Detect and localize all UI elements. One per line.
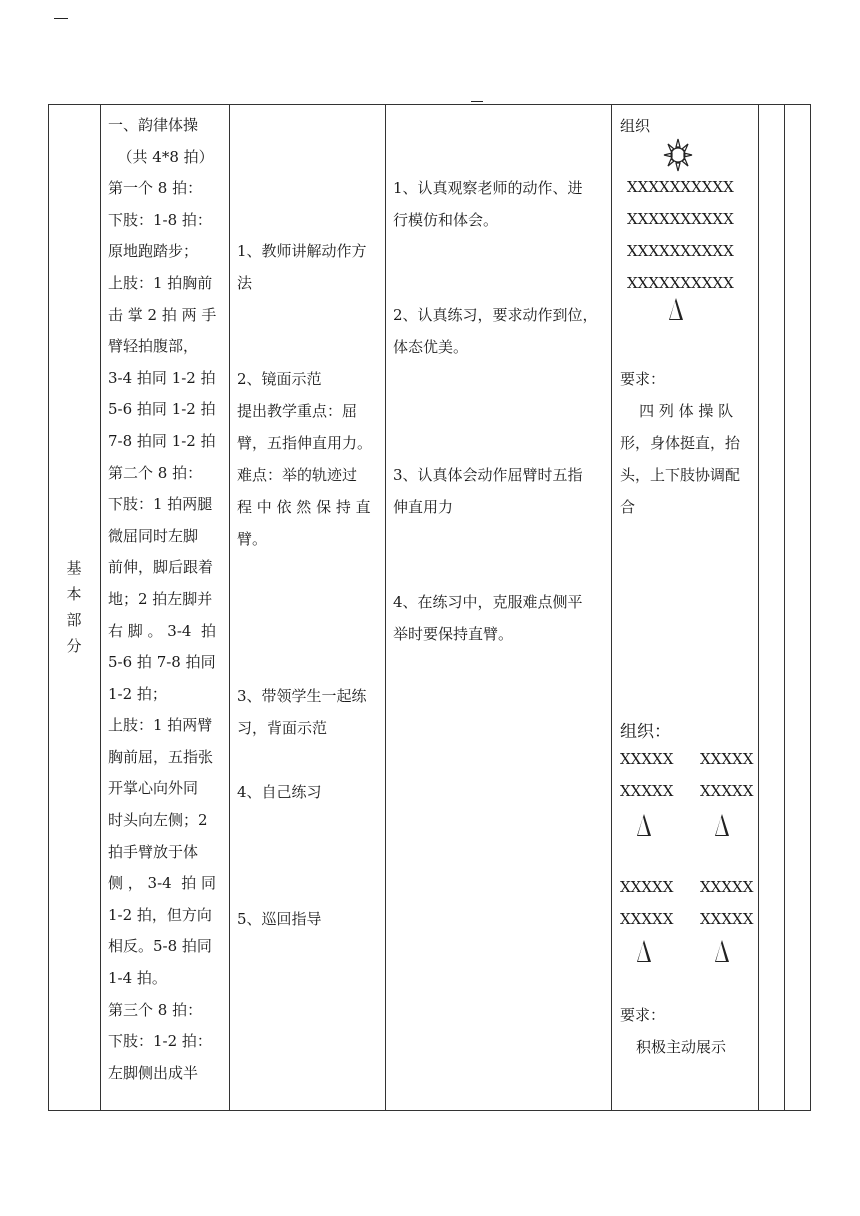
content-line: 微屈同时左脚: [108, 526, 199, 545]
column-divider: [611, 105, 612, 1110]
content-line: （共 4*8 拍）: [108, 147, 214, 166]
content-line: 上肢：1 拍两臂: [108, 716, 213, 735]
content-line: 臂轻拍腹部，: [108, 337, 199, 356]
content-line: 前伸，脚后跟着: [108, 558, 214, 577]
content-line: 下肢：1-8 拍：: [108, 210, 212, 229]
student-step-1: 1、认真观察老师的动作、进: [393, 179, 583, 197]
content-line: 3-4 拍同 1-2 拍: [108, 368, 216, 387]
student-step-2-cont: 体态优美。: [393, 338, 469, 356]
section-char: 分: [66, 637, 82, 655]
teacher-step-1: 1、教师讲解动作方: [237, 242, 367, 260]
triangle-icon: [669, 298, 683, 324]
org-label-2: 组织：: [620, 722, 671, 742]
triangle-icon: [637, 814, 651, 840]
teacher-key-point: 提出教学重点：屈: [237, 402, 358, 420]
content-line: 1-2 拍；: [108, 684, 167, 703]
page-corner-mark: [54, 18, 68, 19]
column-divider: [100, 105, 101, 1110]
content-line: 7-8 拍同 1-2 拍: [108, 431, 216, 450]
lesson-plan-table: [48, 104, 811, 1111]
column-divider: [385, 105, 386, 1110]
content-line: 左脚侧出成半: [108, 1063, 199, 1082]
content-line: 相反。5-8 拍同: [108, 937, 212, 956]
column-divider: [229, 105, 230, 1110]
content-line: 下肢：1-2 拍：: [108, 1032, 212, 1051]
content-column: [108, 110, 216, 1089]
content-line: 原地跑踏步；: [108, 242, 199, 261]
content-line: 第一个 8 拍：: [108, 179, 203, 198]
teacher-difficulty-end: 臂。: [237, 530, 268, 548]
content-line: 时头向左侧；2: [108, 811, 208, 830]
student-step-2: 2、认真练习，要求动作到位，: [393, 306, 598, 324]
content-line: 一、韵律体操: [108, 116, 199, 134]
content-line: 下肢：1 拍两腿: [108, 495, 213, 514]
content-line: 1-2 拍，但方向: [108, 905, 212, 924]
triangle-icon: [715, 940, 729, 966]
section-label: [49, 555, 99, 659]
section-char: 部: [66, 611, 82, 629]
group-row: XXXXX: [620, 782, 674, 800]
column-divider: [784, 105, 785, 1110]
group-row: XXXXX: [620, 878, 674, 896]
triangle-icon: [715, 814, 729, 840]
student-step-1-cont: 行模仿和体会。: [393, 211, 499, 229]
group-row: XXXXX: [620, 910, 674, 928]
requirement-text: 形，身体挺直，抬: [620, 434, 741, 452]
requirement-label: 要求：: [620, 370, 666, 388]
content-line: 右 脚 。 3-4 拍: [108, 621, 216, 640]
teacher-key-point-cont: 臂，五指伸直用力。: [237, 434, 373, 452]
group-row: XXXXX: [700, 750, 754, 768]
formation-row: XXXXXXXXXX: [627, 274, 734, 292]
content-line: 上肢：1 拍胸前: [108, 273, 213, 292]
group-row: XXXXX: [700, 782, 754, 800]
sun-icon: [662, 137, 694, 173]
requirement-text: 四 列 体 操 队: [620, 402, 734, 420]
student-step-4-cont: 举时要保持直臂。: [393, 625, 514, 643]
content-line: 第二个 8 拍：: [108, 463, 203, 482]
teacher-step-1-cont: 法: [237, 274, 253, 292]
teacher-difficulty: 难点：举的轨迹过: [237, 466, 358, 484]
content-line: 拍手臂放于体: [108, 842, 199, 861]
requirement-text: 合: [620, 498, 636, 516]
requirement-text-2: 积极主动展示: [636, 1038, 727, 1056]
teacher-step-4: 4、自己练习: [237, 783, 322, 801]
triangle-icon: [637, 940, 651, 966]
section-char: 本: [66, 585, 82, 603]
content-line: 地；2 拍左脚并: [108, 589, 213, 608]
teacher-step-3-cont: 习，背面示范: [237, 719, 328, 737]
content-line: 开掌心向外同: [108, 779, 199, 798]
formation-row: XXXXXXXXXX: [627, 210, 734, 228]
teacher-difficulty-cont: 程 中 依 然 保 持 直: [237, 498, 371, 516]
content-line: 胸前屈，五指张: [108, 747, 214, 766]
content-line: 侧 ， 3-4 拍 同: [108, 874, 216, 893]
requirement-text: 头，上下肢协调配: [620, 466, 741, 484]
student-step-3-cont: 伸直用力: [393, 498, 454, 516]
column-divider: [758, 105, 759, 1110]
org-label: 组织: [620, 117, 651, 135]
column-top-mark: [471, 101, 483, 102]
teacher-step-3: 3、带领学生一起练: [237, 687, 367, 705]
content-line: 第三个 8 拍：: [108, 1000, 203, 1019]
content-line: 5-6 拍 7-8 拍同: [108, 653, 216, 672]
content-line: 1-4 拍。: [108, 969, 167, 988]
student-step-3: 3、认真体会动作屈臂时五指: [393, 466, 583, 484]
teacher-step-5: 5、巡回指导: [237, 910, 322, 928]
group-row: XXXXX: [620, 750, 674, 768]
student-step-4: 4、在练习中，克服难点侧平: [393, 593, 583, 611]
formation-row: XXXXXXXXXX: [627, 178, 734, 196]
content-line: 击 掌 2 拍 两 手: [108, 305, 217, 324]
section-char: 基: [66, 559, 82, 577]
teacher-step-2: 2、镜面示范: [237, 370, 322, 388]
formation-row: XXXXXXXXXX: [627, 242, 734, 260]
group-row: XXXXX: [700, 878, 754, 896]
group-row: XXXXX: [700, 910, 754, 928]
requirement-label-2: 要求：: [620, 1006, 666, 1024]
content-line: 5-6 拍同 1-2 拍: [108, 400, 216, 419]
